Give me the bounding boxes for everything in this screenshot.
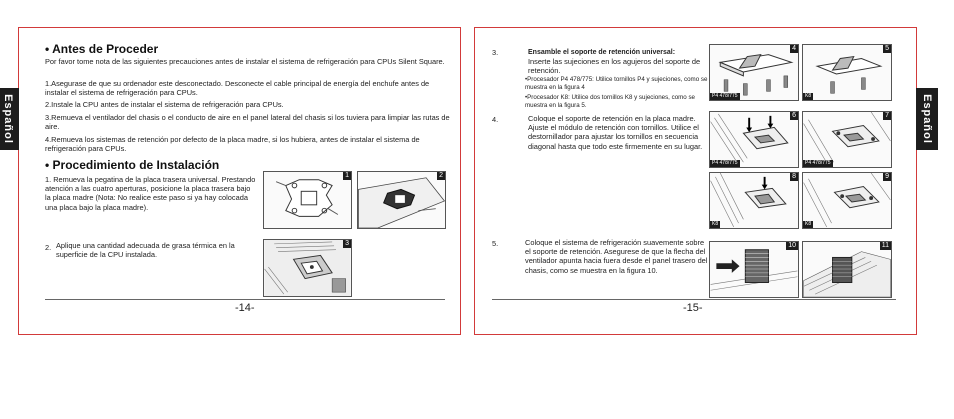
language-tab-left: Español bbox=[0, 88, 19, 150]
figure-9-number: 9 bbox=[885, 173, 889, 180]
install-p4-screwed-illustration bbox=[803, 112, 891, 167]
figure-8-number: 8 bbox=[792, 173, 796, 180]
retention-bracket-k8-illustration bbox=[803, 45, 891, 100]
step-4-text: Coloque el soporte de retención en la placa madre. Ajuste el módulo de retención con tornillos. Utilice el destornillador para ajustar los tornillos en secuencia diagonal hasta que todo este firmemente en su lugar. bbox=[528, 114, 703, 151]
step-3-number: 3. bbox=[492, 48, 499, 57]
figure-11-number: 11 bbox=[881, 242, 889, 249]
figure-9-install-k8-screwed bbox=[802, 172, 892, 229]
figure-10-cooler-placement bbox=[709, 241, 799, 298]
figure-11-cooler-installed bbox=[802, 241, 892, 298]
left-page bbox=[2, 27, 461, 335]
step-4-number: 4. bbox=[492, 115, 499, 124]
divider-line-left bbox=[45, 299, 445, 300]
figure-7-install-p4-screwed bbox=[802, 111, 892, 168]
figure-3-thermal-paste bbox=[263, 239, 352, 297]
figure-5-retention-k8 bbox=[802, 44, 892, 101]
step-3-title: Ensamble el soporte de retención universal: bbox=[528, 49, 676, 56]
figure-4-number: 4 bbox=[792, 45, 796, 52]
cooler-placement-illustration bbox=[710, 242, 798, 297]
step-5-text: Coloque el sistema de refrigeración suavemente sobre el soporte de retención. Asegurese de que la flecha del ventilador apunta hacia fuera desde el panel trasero del chasis, como se muestra en la figura 10. bbox=[525, 238, 708, 275]
retention-bracket-p4-illustration bbox=[710, 45, 798, 100]
figure-9-label: K8 bbox=[805, 221, 812, 227]
install-k8-screwed-illustration bbox=[803, 173, 891, 228]
step-2-text: Aplique una cantidad adecuada de grasa térmica en la superficie de la CPU instalada. bbox=[56, 241, 235, 260]
precaution-1: 1.Asegurase de que su ordenador este desconectado. Desconecte el cable principal de energía del enchufe antes de instalar el sistema de refrigeración para CPUs. bbox=[45, 79, 430, 98]
right-page bbox=[474, 27, 934, 335]
figure-7-label: P4 478/775 bbox=[805, 160, 831, 166]
precaution-4: 4.Remueva los sistemas de retención por defecto de la placa madre, si los hubiera, antes de instalar el sistema de refrigeración para CPUs. bbox=[45, 135, 420, 154]
figure-3-number: 3 bbox=[345, 240, 349, 247]
intro-text: Por favor tome nota de las siguientes precauciones antes de instalar el sistema de refrigeración para CPUs Silent Square. bbox=[45, 57, 445, 66]
step-2-number: 2. bbox=[45, 243, 52, 252]
precaution-3: 3.Remueva el ventilador del chasis o el conducto de aire en el panel lateral del chasis si los tuviera para limpiar las rutas de aire. bbox=[45, 113, 450, 132]
step-3-text: Inserte las sujeciones en los agujeros del soporte de retención. bbox=[528, 57, 701, 76]
figure-2-number: 2 bbox=[439, 172, 443, 179]
backplate-illustration bbox=[264, 172, 351, 228]
step-3-bullet-p4: •Procesador P4 478/775: Utilice tornillos P4 y sujeciones, como se muestra en la figura 4 bbox=[525, 76, 708, 91]
page-number-left: -14- bbox=[235, 302, 255, 314]
page-number-right: -15- bbox=[683, 302, 703, 314]
figure-5-label: K8 bbox=[805, 93, 812, 99]
heading-procedimiento: • Procedimiento de Instalación bbox=[45, 158, 220, 172]
step-3-bullet-k8: •Procesador K8: Utilice dos tornillos K8 y sujeciones, como se muestra en la figura 5. bbox=[525, 94, 695, 109]
figure-6-number: 6 bbox=[792, 112, 796, 119]
figure-8-label: K8 bbox=[712, 221, 719, 227]
backplate-mounted-illustration bbox=[358, 172, 445, 228]
figure-4-retention-p4 bbox=[709, 44, 799, 101]
step-1-text: 1. Remueva la pegatina de la placa trasera universal. Prestando atención a las cuatro aperturas, posicione la placa trasera bajo la placa madre (Nota: No realice este paso si ya hay colocada una placa bajo la placa madre). bbox=[45, 175, 256, 212]
install-k8-illustration bbox=[710, 173, 798, 228]
figure-2-backplate-mounted bbox=[357, 171, 446, 229]
figure-6-install-p4 bbox=[709, 111, 799, 168]
cpu-socket-illustration bbox=[264, 240, 351, 296]
figure-10-number: 10 bbox=[788, 242, 796, 249]
install-p4-illustration bbox=[710, 112, 798, 167]
figure-5-number: 5 bbox=[885, 45, 889, 52]
figure-6-label: P4 478/775 bbox=[712, 160, 738, 166]
figure-7-number: 7 bbox=[885, 112, 889, 119]
figure-8-install-k8 bbox=[709, 172, 799, 229]
figure-1-backplate bbox=[263, 171, 352, 229]
language-tab-right: Español bbox=[916, 88, 938, 150]
figure-4-label: P4 478/775 bbox=[712, 93, 738, 99]
precaution-2: 2.Instale la CPU antes de instalar el sistema de refrigeración para CPUs. bbox=[45, 100, 284, 109]
cooler-installed-illustration bbox=[803, 242, 891, 297]
heading-antes-de-proceder: • Antes de Proceder bbox=[45, 42, 159, 56]
step-5-number: 5. bbox=[492, 239, 499, 248]
divider-line-right bbox=[492, 299, 896, 300]
figure-1-number: 1 bbox=[345, 172, 349, 179]
